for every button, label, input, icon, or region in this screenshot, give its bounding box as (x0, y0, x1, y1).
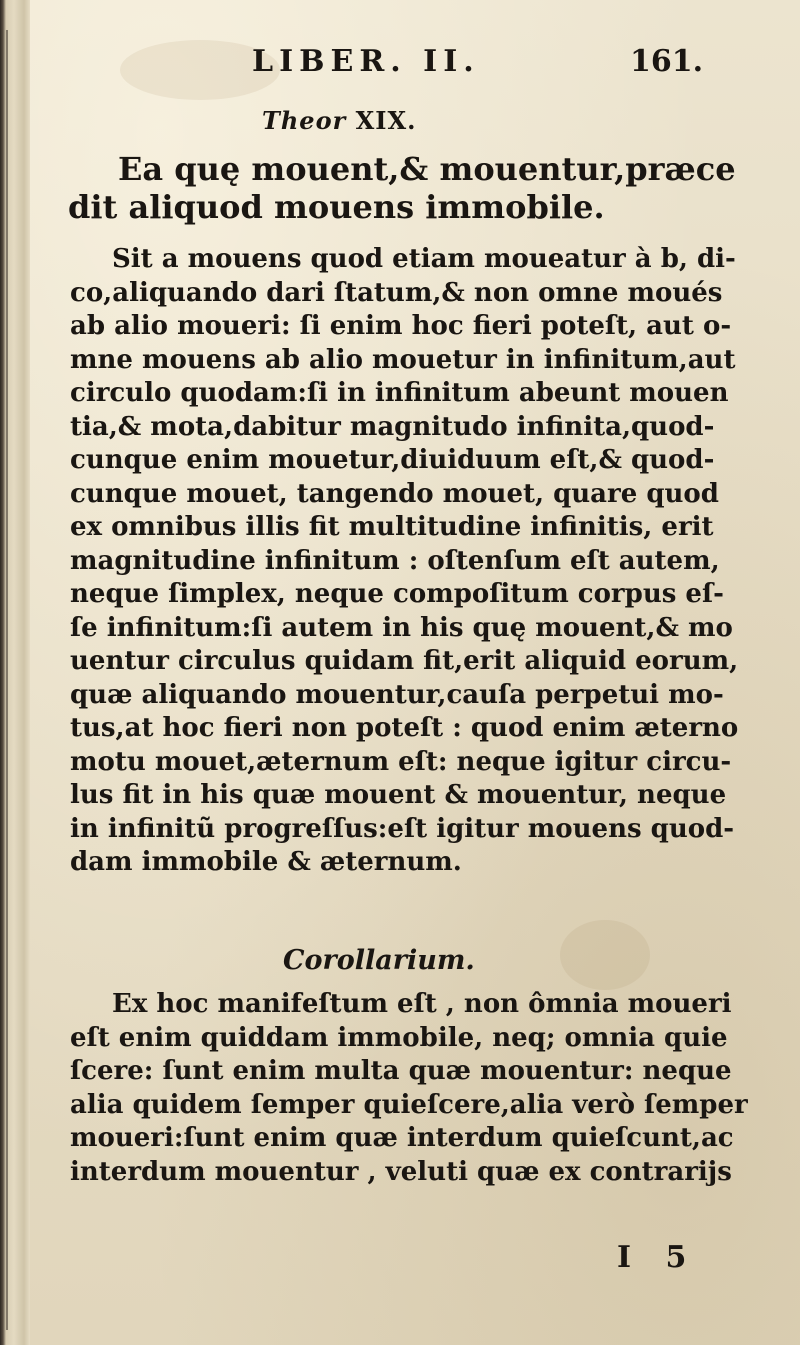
text-line: motu mouet,æternum eſt: neque igitur circu- (70, 746, 732, 777)
proof-text (70, 243, 739, 880)
text-line: quæ aliquando mouentur,cauſa perpetui mo- (70, 679, 724, 710)
text-line: uentur circulus quidam fit,erit aliquid eorum, (70, 646, 739, 676)
text-line: Sit a mouens quod etiam moueatur à b, di- (112, 244, 736, 274)
text-line: magnitudine infinitum : oſtenſum eſt autem, (70, 545, 720, 576)
text-line: ex omnibus illis fit multitudine infinitis, erit (70, 512, 714, 542)
signature-mark: I 5 (617, 1240, 699, 1275)
text-line: dam immobile & æternum. (70, 847, 462, 877)
text-line: moueri:ſunt enim quæ interdum quieſcunt,ac (70, 1123, 734, 1153)
text-line: cunque mouet, tangendo mouet, quare quod (70, 478, 719, 509)
text-line: lus fit in his quæ mouent & mouentur, neque (70, 780, 727, 810)
theorem-heading (262, 106, 416, 135)
corollary-text (70, 988, 748, 1189)
text-line: Ex hoc manifeſtum eſt , non ômnia moueri (112, 989, 732, 1019)
statement-line: dit aliquod mouens immobile. (68, 188, 605, 226)
text-line: cunque enim mouetur,diuiduum eſt,& quod- (70, 445, 715, 475)
text-line: eſt enim quiddam immobile, neq; omnia quie (70, 1022, 728, 1053)
page-number: 161. (630, 44, 704, 79)
text-line: co,aliquando dari ſtatum,& non omne moués (70, 277, 723, 308)
text-line: ſe infinitum:ſi autem in his quę mouent,& mo (70, 612, 733, 643)
text-line: circulo quodam:ſi in infinitum abeunt mouen (70, 378, 729, 408)
statement-line: Ea quę mouent,& mouentur,præce (118, 150, 736, 188)
text-line: alia quidem ſemper quieſcere,alia verò ſemper (70, 1089, 748, 1120)
paper-stain (560, 920, 650, 990)
binding-edge (0, 0, 30, 1345)
edge-rule (6, 30, 8, 1330)
theorem-word: Theor (262, 106, 347, 135)
text-line: tus,at hoc fieri non poteſt : quod enim æterno (70, 713, 739, 743)
text-line: in infinitũ progreſſus:eſt igitur mouens quod- (70, 813, 735, 844)
text-line: ſcere: ſunt enim multa quæ mouentur: neque (70, 1056, 732, 1086)
theorem-number: XIX. (355, 106, 417, 135)
text-line: neque ſimplex, neque compoſitum corpus eſ- (70, 579, 724, 609)
page-header (0, 44, 800, 84)
text-line: mne mouens ab alio mouetur in infinitum,aut (70, 344, 736, 375)
corollary-heading: Corollarium. (283, 945, 475, 976)
theorem-statement (68, 150, 736, 226)
text-line: interdum mouentur , veluti quæ ex contrarijs (70, 1156, 732, 1187)
text-line: ab alio moueri: ſi enim hoc fieri poteſt, aut o- (70, 311, 732, 341)
text-line: tia,& mota,dabitur magnitudo infinita,quod- (70, 411, 715, 442)
running-title: LIBER. II. (252, 44, 480, 79)
